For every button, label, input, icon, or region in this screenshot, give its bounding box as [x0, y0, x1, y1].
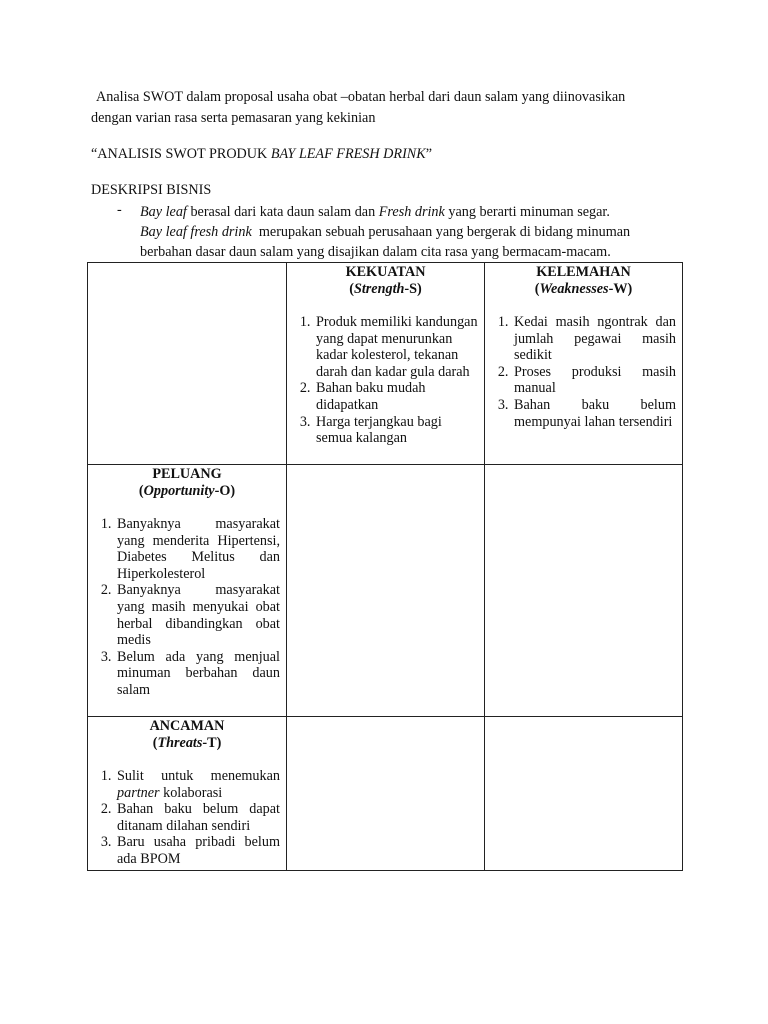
intro-paragraph [91, 87, 691, 129]
threat-header [88, 717, 286, 752]
description-line-2 [140, 222, 680, 262]
opportunity-title: PELUANG [152, 466, 222, 482]
intro-line-2: dengan varian rasa serta pemasaran yang kekinian [91, 110, 376, 126]
threat-code: -T [202, 735, 217, 751]
table-row [88, 263, 683, 465]
opportunity-cell [88, 465, 287, 717]
opportunity-term: Opportunity [143, 483, 215, 499]
weakness-term: Weaknesses [539, 281, 609, 297]
st-strategy-cell [287, 717, 485, 871]
threat-list [88, 768, 286, 868]
term-product-name: Bay leaf fresh drink [140, 224, 252, 240]
weakness-list [485, 314, 682, 430]
threat-title: ANCAMAN [149, 718, 225, 734]
strength-title: KEKUATAN [345, 264, 426, 280]
strength-cell [287, 263, 485, 465]
term-bay-leaf: Bay leaf [140, 204, 187, 220]
description-text: merupakan sebuah perusahaan yang bergerak di bidang minuman berbahan dasar daun salam yang disajikan dalam cita rasa yang bermacam-macam. [140, 224, 634, 260]
wo-strategy-cell [485, 465, 683, 717]
list-item [115, 768, 280, 801]
table-row [88, 717, 683, 871]
threat-cell [88, 717, 287, 871]
opportunity-list [88, 516, 286, 699]
description-line-1 [140, 202, 680, 222]
title-suffix: ” [425, 146, 433, 162]
opportunity-code: -O [214, 483, 231, 499]
description-paragraph [140, 202, 680, 262]
swot-table [87, 262, 683, 871]
strength-header [287, 263, 484, 298]
strength-term: Strength [353, 281, 405, 297]
intro-line-1: Analisa SWOT dalam proposal usaha obat –obatan herbal dari daun salam yang diinovasikan [96, 89, 626, 105]
list-item: 2. Bahan baku belum dapat ditanam dilahan sendiri [115, 801, 280, 834]
list-item: 3. Bahan baku belum mempunyai lahan tersendiri [512, 397, 676, 430]
list-item: 1. Kedai masih ngontrak dan jumlah pegawai masih sedikit [512, 314, 676, 364]
weakness-title: KELEMAHAN [536, 264, 631, 280]
so-strategy-cell [287, 465, 485, 717]
list-item: 2. Banyaknya masyarakat yang masih menyukai obat herbal dibandingkan obat medis [115, 582, 280, 648]
list-item: 2. Bahan baku mudah didapatkan [314, 380, 478, 413]
weakness-code: -W [608, 281, 628, 297]
threat-item-text: kolaborasi [159, 784, 223, 801]
wt-strategy-cell [485, 717, 683, 871]
description-text: berasal dari kata daun salam dan [186, 204, 379, 220]
strength-subtitle: (Strength-S) [349, 281, 422, 297]
term-fresh-drink: Fresh drink [378, 204, 445, 220]
strength-code: -S [404, 281, 418, 297]
opportunity-subtitle: (Opportunity-O) [138, 483, 236, 499]
list-item: 3. Harga terjangkau bagi semua kalangan [314, 414, 478, 447]
list-item: 3. Belum ada yang menjual minuman berbahan daun salam [115, 649, 280, 699]
weakness-cell [485, 263, 683, 465]
empty-corner-cell [88, 263, 287, 465]
title-prefix: “ANALISIS SWOT PRODUK [91, 146, 271, 162]
list-item: 3. Baru usaha pribadi belum ada BPOM [115, 834, 280, 867]
title-product-name: BAY LEAF FRESH DRINK [270, 146, 426, 162]
list-item: 1. Produk memiliki kandungan yang dapat menurunkan kadar kolesterol, tekanan darah dan kadar gula darah [314, 314, 478, 380]
term-partner: partner [117, 784, 160, 801]
table-row [88, 465, 683, 717]
description-text: yang berarti minuman segar. [444, 204, 610, 220]
list-item: 2. Proses produksi masih manual [512, 364, 676, 397]
threat-subtitle: (Threats-T) [152, 735, 222, 751]
weakness-header [485, 263, 682, 298]
weakness-subtitle: (Weaknesses-W) [534, 281, 633, 297]
strength-list [287, 314, 484, 447]
document-title [91, 146, 432, 163]
threat-term: Threats [157, 735, 203, 751]
description-bullet: - [117, 202, 122, 218]
opportunity-header [88, 465, 286, 500]
description-heading: DESKRIPSI BISNIS [91, 182, 212, 198]
list-item: 1. Banyaknya masyarakat yang menderita Hipertensi, Diabetes Melitus dan Hiperkolesterol [115, 516, 280, 582]
threat-item-text: Sulit untuk menemukan [117, 768, 280, 784]
